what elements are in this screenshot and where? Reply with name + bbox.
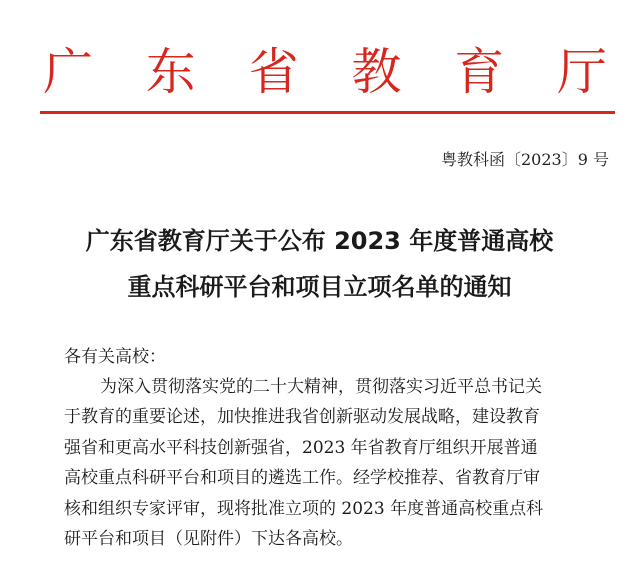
title-line-2: 重点科研平台和项目立项名单的通知 (127, 273, 512, 301)
document-number: 粤教科函〔2023〕9 号 (441, 150, 609, 169)
body-line: 强省和更高水平科技创新强省，2023 年省教育厅组织开展普通 (64, 438, 538, 458)
body-line: 于教育的重要论述，加快推进我省创新驱动发展战略，建设教育 (64, 407, 540, 427)
title-line-1: 广东省教育厅关于公布 2023 年度普通高校 (85, 227, 554, 255)
red-divider (40, 111, 615, 114)
masthead-char: 省 (248, 43, 299, 101)
body-line: 高校重点科研平台和项目的遴选工作。经学校推荐、省教育厅审 (64, 468, 540, 488)
body-line: 为深入贯彻落实党的二十大精神，贯彻落实习近平总书记关 (100, 377, 542, 397)
body-line: 研平台和项目（见附件）下达各高校。 (64, 529, 353, 549)
body-line: 核和组织专家评审，现将批准立项的 2023 年度普通高校重点科 (64, 499, 544, 519)
masthead-char: 广 (43, 43, 93, 101)
masthead (40, 44, 610, 100)
masthead-char: 东 (145, 43, 196, 101)
masthead-char: 育 (454, 43, 505, 101)
salutation: 各有关高校： (64, 347, 166, 367)
masthead-char: 教 (351, 43, 402, 101)
masthead-char: 厅 (556, 43, 607, 101)
